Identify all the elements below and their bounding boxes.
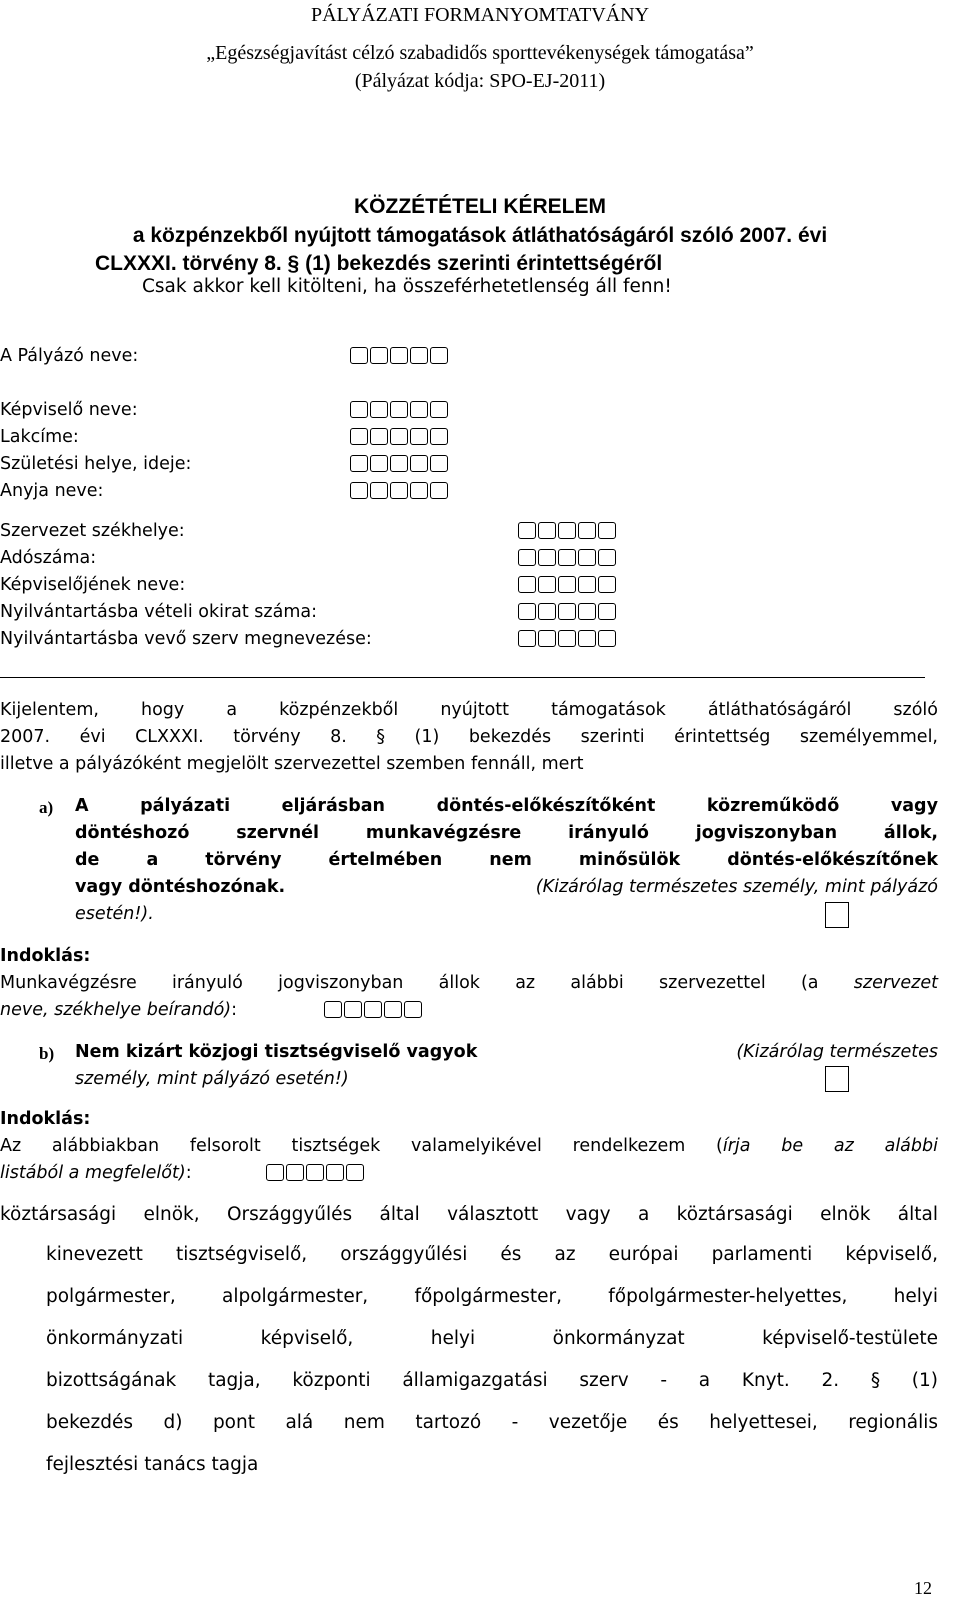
org-rep-input[interactable] [518,576,616,593]
declaration-line1: Kijelentem, hogy a közpénzekből nyújtott támogatások átláthatóságáról szóló [0,700,938,720]
declaration-line2: 2007. évi CLXXXI. törvény 8. § (1) bekezdés szerinti érintettség személyemmel, [0,727,938,747]
reason-b-line1 [0,1133,938,1161]
birth-label: Születési helye, ideje: [0,454,192,474]
mother-name-label: Anyja neve: [0,481,104,501]
positions-line: bekezdés d) pont alá nem tartozó - vezetője és helyettesei, regionális [46,1412,938,1433]
reason-b-line1-normal: Az alábbiakban felsorolt tisztségek valamelyikével rendelkezem ( [0,1136,723,1156]
reg-number-label: Nyilvántartásba vételi okirat száma: [0,602,317,622]
reason-a-line1-italic: szervezet [853,973,938,993]
applicant-name-label: A Pályázó neve: [0,346,139,366]
program-name: „Egészségjavítást célzó szabadidős sporttevékenységek támogatása” [206,42,754,64]
reason-b-position-input[interactable] [266,1164,364,1181]
option-a-line4-italic: (Kizárólag természetes személy, mint pályázó [535,877,938,897]
reason-a-org-input[interactable] [324,1001,422,1018]
mother-name-input[interactable] [350,482,448,499]
positions-line: kinevezett tisztségviselő, országgyűlési és az európai parlamenti képviselő, [46,1244,938,1265]
divider-line [0,677,925,678]
option-a-line3: de a törvény értelmében nem minősülök döntés-előkészítőnek [75,850,938,870]
option-a-line4-bold: vagy döntéshozónak. [75,877,286,897]
option-b-line1 [75,1039,938,1067]
positions-line: bizottságának tagja, központi államigazgatási szerv - a Knyt. 2. § (1) [46,1370,938,1391]
option-a-label: a) [39,798,54,817]
reg-number-input[interactable] [518,603,616,620]
rep-name-label: Képviselő neve: [0,400,138,420]
reason-b-label: Indoklás: [0,1109,91,1129]
reason-b-line1-italic: írja be az alábbi [722,1136,938,1156]
option-b-line1-italic: (Kizárólag természetes [736,1042,938,1062]
org-rep-label: Képviselőjének neve: [0,575,186,595]
address-input[interactable] [350,428,448,445]
birth-input[interactable] [350,455,448,472]
option-b-label: b) [39,1044,55,1063]
rep-name-input[interactable] [350,401,448,418]
applicant-name-input[interactable] [350,347,448,364]
reason-a-line2-italic: neve, székhelye beírandó) [0,1000,232,1020]
option-b-checkbox[interactable] [825,1066,849,1092]
reason-a-line2-normal: : [231,1000,238,1020]
positions-line: fejlesztési tanács tagja [46,1454,259,1475]
law-title-line2: CLXXXI. törvény 8. § (1) bekezdés szerinti érintettségéről [95,252,663,275]
law-title-line1: a közpénzekből nyújtott támogatások átláthatóságáról szóló 2007. évi [132,224,828,247]
option-b-line1-bold: Nem kizárt közjogi tisztségviselő vagyok [75,1042,478,1062]
reason-a-line1-normal: Munkavégzésre irányuló jogviszonyban állok az alábbi szervezettel (a [0,973,854,993]
request-title: KÖZZÉTÉTELI KÉRELEM [354,195,606,218]
option-a-line5: esetén!). [75,904,154,924]
option-a-checkbox[interactable] [825,902,849,928]
form-title: PÁLYÁZATI FORMANYOMTATVÁNY [310,4,650,26]
declaration-line3: illetve a pályázóként megjelölt szervezettel szemben fennáll, mert [0,754,584,774]
reg-body-input[interactable] [518,630,616,647]
page-number: 12 [914,1578,932,1598]
reason-a-line2 [0,997,237,1025]
positions-line: önkormányzati képviselő, helyi önkormányzat képviselő-testülete [46,1328,938,1349]
reason-b-line2-normal: : [185,1163,192,1183]
option-a-line2: döntéshozó szervnél munkavégzésre irányuló jogviszonyban állok, [75,823,938,843]
address-label: Lakcíme: [0,427,79,447]
fill-condition-note: Csak akkor kell kitölteni, ha összeférhetetlenség áll fenn! [142,276,672,297]
seat-input[interactable] [518,522,616,539]
tax-number-label: Adószáma: [0,548,97,568]
positions-line: polgármester, alpolgármester, főpolgármester, főpolgármester-helyettes, helyi [46,1286,938,1307]
reg-body-label: Nyilvántartásba vevő szerv megnevezése: [0,629,372,649]
reason-b-line2 [0,1160,192,1188]
tax-number-input[interactable] [518,549,616,566]
option-a-line4 [75,874,938,902]
reason-a-line1 [0,970,938,998]
positions-line: köztársasági elnök, Országgyűlés által választott vagy a köztársasági elnök által [0,1204,938,1225]
seat-label: Szervezet székhelye: [0,521,185,541]
reason-b-line2-italic: listából a megfelelőt) [0,1163,186,1183]
program-code: (Pályázat kódja: SPO-EJ-2011) [354,70,606,92]
option-b-line2: személy, mint pályázó esetén!) [75,1069,349,1089]
option-a-line1: A pályázati eljárásban döntés-előkészítőként közreműködő vagy [75,796,938,816]
reason-a-label: Indoklás: [0,946,91,966]
